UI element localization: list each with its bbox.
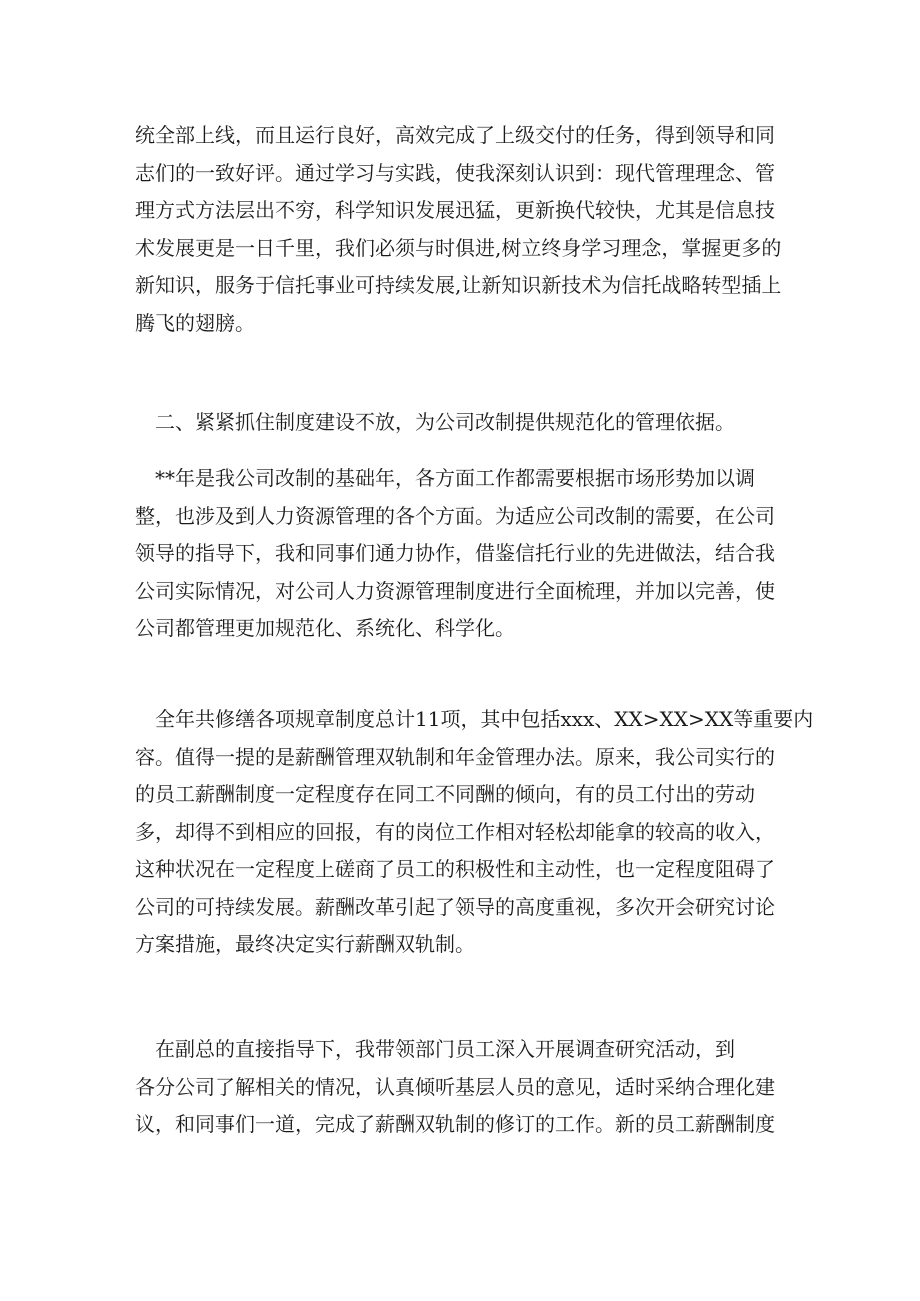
text-line: 术发展更是一日千里，我们必须与时俱进,树立终身学习理念，掌握更多的 xyxy=(135,235,782,260)
text-line: 志们的一致好评。通过学习与实践，使我深刻认识到：现代管理理念、管 xyxy=(135,160,775,185)
paragraph-3 xyxy=(135,701,814,964)
heading-line: 二、紧紧抓住制度建设不放，为公司改制提供规范化的管理依据。 xyxy=(155,410,735,434)
text-line: 多，却得不到相应的回报，有的岗位工作相对轻松却能拿的较高的收入， xyxy=(135,819,775,844)
text-line: 容。值得一提的是薪酬管理双轨制和年金管理办法。原来，我公司实行的 xyxy=(135,744,775,769)
text-line: 领导的指导下，我和同事们通力协作，借鉴信托行业的先进做法，结合我 xyxy=(135,541,775,565)
text-line: 理方式方法层出不穷，科学知识发展迅猛，更新换代较快，尤其是信息技 xyxy=(135,198,775,222)
text-line: 方案措施，最终决定实行薪酬双轨制。 xyxy=(135,932,475,956)
text-line: 公司都管理更加规范化、系统化、科学化。 xyxy=(135,616,515,640)
text-line: 各分公司了解相关的情况，认真倾听基层人员的意见，适时采纳合理化建 xyxy=(135,1074,775,1099)
text-line: 这种状况在一定程度上磋商了员工的积极性和主动性，也一定程度阻碍了 xyxy=(135,857,775,881)
text-line: 公司的可持续发展。薪酬改革引起了领导的高度重视，多次开会研究讨论 xyxy=(135,894,775,919)
text-line: 腾飞的翅膀。 xyxy=(135,310,255,335)
paragraph-2 xyxy=(135,460,795,648)
text-line: **年是我公司改制的基础年，各方面工作都需要根据市场形势加以调 xyxy=(155,466,755,490)
paragraph-1 xyxy=(135,117,795,342)
text-line: 在副总的直接指导下，我带领部门员工深入开展调查研究活动，到 xyxy=(155,1037,735,1061)
text-line: 全年共修缮各项规章制度总计11项，其中包括xxx、XX>XX>XX等重要内 xyxy=(155,707,814,731)
text-line: 公司实际情况，对公司人力资源管理制度进行全面梳理，并加以完善，使 xyxy=(135,578,775,603)
paragraph-4 xyxy=(135,1031,795,1144)
section-heading xyxy=(135,404,795,442)
text-line: 新知识，服务于信托事业可持续发展,让新知识新技术为信托战略转型插上 xyxy=(135,273,782,297)
text-line: 整，也涉及到人力资源管理的各个方面。为适应公司改制的需要，在公司 xyxy=(135,503,775,528)
text-line: 统全部上线，而且运行良好，高效完成了上级交付的任务，得到领导和同 xyxy=(135,123,775,147)
text-line: 议，和同事们一道，完成了薪酬双轨制的修订的工作。新的员工薪酬制度 xyxy=(135,1112,775,1136)
text-line: 的员工薪酬制度一定程度存在同工不同酬的倾向，有的员工付出的劳动 xyxy=(135,782,755,806)
